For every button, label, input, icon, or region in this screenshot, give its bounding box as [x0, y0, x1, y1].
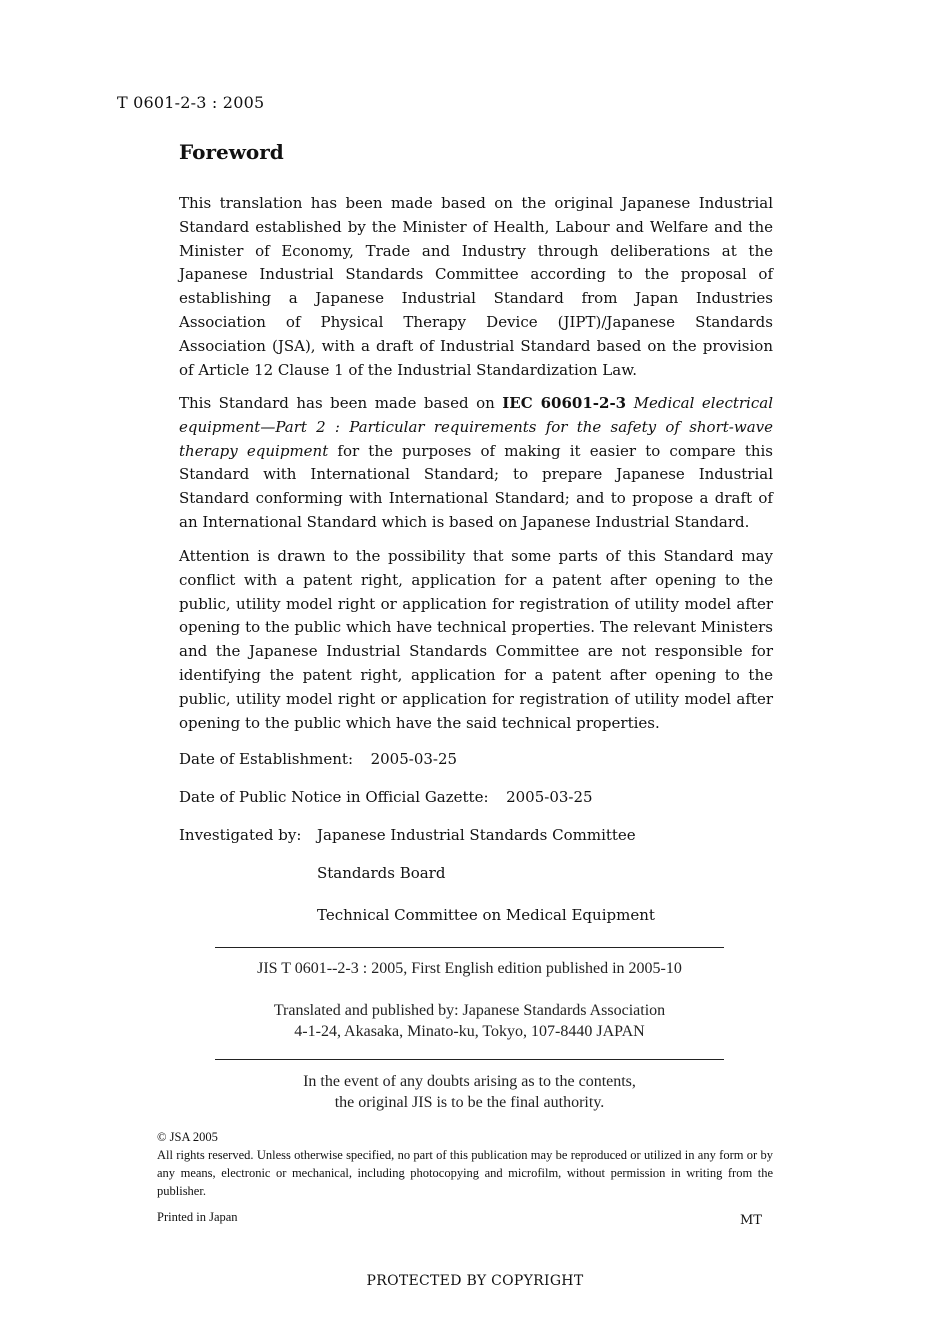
- establishment-label: Date of Establishment:: [179, 750, 354, 768]
- authority-line-2: the original JIS is to be the final authority.: [334, 1094, 605, 1111]
- divider-top: [215, 947, 724, 948]
- copyright-symbol-line: © JSA 2005: [157, 1130, 218, 1144]
- publisher-block: [215, 1000, 724, 1042]
- paragraph-2-text: [179, 392, 773, 535]
- iec-standard-title: Medical electrical equipment—Part 2 : Particular requirements for the safety of short-wave therapy equipment: [179, 394, 773, 460]
- investigated-line-2: Standards Board: [317, 864, 446, 882]
- foreword-paragraph-3: [179, 545, 773, 735]
- copyright-footer: PROTECTED BY COPYRIGHT: [366, 1273, 584, 1289]
- document-id: T 0601-2-3 : 2005: [117, 93, 265, 112]
- rights-statement: All rights reserved. Unless otherwise specified, no part of this publication may be reproduced or utilized in any form or by any means, electronic or mechanical, including photocopying and microfilm, without permission in writing from the publisher.: [157, 1148, 773, 1198]
- document-code: MT: [740, 1213, 762, 1228]
- publisher-address: 4-1-24, Akasaka, Minato-ku, Tokyo, 107-8440 JAPAN: [294, 1023, 645, 1040]
- investigated-label: Investigated by:: [179, 826, 302, 844]
- iec-standard-reference: IEC 60601-2-3: [502, 394, 627, 412]
- establishment-value: 2005-03-25: [370, 750, 458, 768]
- investigated-line-1: Japanese Industrial Standards Committee: [317, 826, 636, 844]
- authority-note: [215, 1071, 724, 1113]
- foreword-paragraph-2: [179, 392, 773, 535]
- investigated-line-3: Technical Committee on Medical Equipment: [317, 906, 655, 924]
- public-notice-row: [179, 788, 593, 806]
- public-notice-value: 2005-03-25: [506, 788, 593, 806]
- edition-note: JIS T 0601--2-3 : 2005, First English edition published in 2005-10: [257, 960, 682, 977]
- public-notice-label: Date of Public Notice in Official Gazette:: [179, 788, 489, 806]
- page-title: Foreword: [179, 140, 284, 164]
- paragraph-2-lead: This Standard has been made based on: [179, 394, 503, 412]
- paragraph-2-rest: for the purposes of making it easier to compare this Standard with International Standard; to prepare Japanese Industrial Standard conforming with International Standard; and to propose a draft of an International Standard which is based on Japanese Industrial Standard.: [179, 441, 773, 531]
- paragraph-3-text: Attention is drawn to the possibility that some parts of this Standard may conflict with a patent right, application for a patent after opening to the public, utility model right or application for registration of utility model after opening to the public which have technical properties. The relevant Ministers and the Japanese Industrial Standards Committee are not responsible for identifying the patent right, application for a patent after opening to the public, utility model right or application for registration of utility model after opening to the public which have the said technical properties.: [179, 547, 773, 732]
- printed-in: Printed in Japan: [157, 1210, 238, 1224]
- paragraph-1-text: This translation has been made based on the original Japanese Industrial Standard established by the Minister of Health, Labour and Welfare and the Minister of Economy, Trade and Industry through deliberations at the Japanese Industrial Standards Committee according to the proposal of establishing a Japanese Industrial Standard from Japan Industries Association of Physical Therapy Device (JIPT)/Japanese Standards Association (JSA), with a draft of Industrial Standard based on the provision of Article 12 Clause 1 of the Industrial Standardization Law.: [179, 194, 773, 379]
- authority-line-1: In the event of any doubts arising as to the contents,: [303, 1073, 636, 1090]
- establishment-date-row: [179, 750, 457, 768]
- publisher-line-1: Translated and published by: Japanese Standards Association: [273, 1002, 666, 1019]
- divider-bottom: [215, 1059, 724, 1060]
- foreword-paragraph-1: [179, 192, 773, 382]
